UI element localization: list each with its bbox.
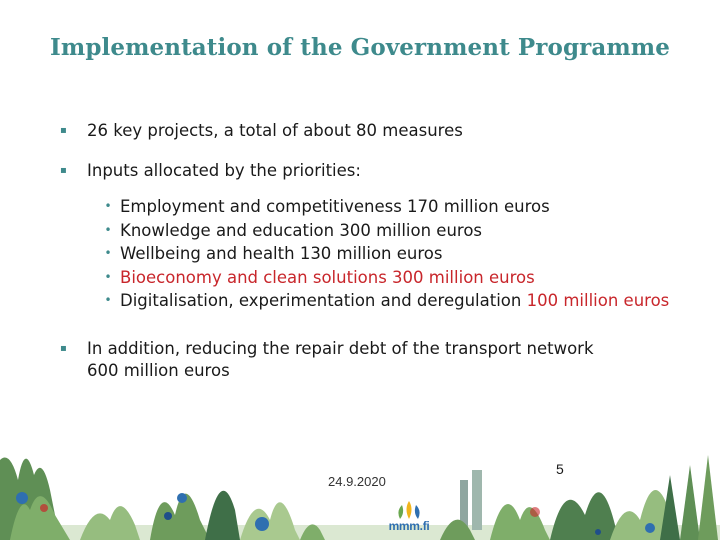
sub-bullet-text-red: 100 million euros — [526, 291, 670, 310]
dot-bullet-icon: • — [104, 199, 112, 213]
bullet-item — [60, 120, 650, 142]
slide-title: Implementation of the Government Programme — [50, 34, 670, 61]
dot-bullet-icon: • — [104, 293, 112, 307]
bullet-text: Inputs allocated by the priorities: — [87, 161, 361, 180]
mmm-logo — [378, 499, 440, 535]
square-bullet-icon: ▪ — [60, 165, 67, 176]
sub-bullet-item — [96, 266, 696, 290]
dot-bullet-icon: • — [104, 222, 112, 237]
sub-bullet-list — [96, 195, 696, 313]
square-bullet-icon: ▪ — [60, 343, 67, 354]
sub-bullet-text: Knowledge and education 300 million euros — [120, 220, 483, 240]
dot-bullet-icon: • — [104, 246, 112, 260]
sub-bullet-text: Wellbeing and health 130 million euros — [120, 244, 443, 263]
sub-bullet-item — [96, 219, 696, 243]
dot-bullet-icon: • — [104, 269, 112, 284]
bullet-text: In addition, reducing the repair debt of the transport network 600 million euros — [87, 339, 594, 380]
bullet-item — [60, 338, 620, 382]
sub-bullet-text: Employment and competitiveness 170 million euros — [120, 197, 550, 216]
sub-bullet-item — [96, 242, 696, 266]
sub-bullet-text — [120, 289, 669, 313]
page-number: 5 — [556, 461, 564, 477]
sub-bullet-text-black: Digitalisation, experimentation and deregulation — [120, 291, 527, 310]
bullet-text: 26 key projects, a total of about 80 measures — [87, 121, 463, 140]
sub-bullet-text: Bioeconomy and clean solutions 300 million euros — [120, 267, 535, 287]
bullet-item — [60, 160, 650, 182]
slide-date: 24.9.2020 — [328, 474, 386, 489]
sub-bullet-item — [96, 195, 696, 219]
wheat-leaf-icon — [378, 499, 440, 521]
logo-text: mmm.fi — [388, 519, 430, 533]
sub-bullet-item — [96, 289, 696, 313]
square-bullet-icon: ▪ — [60, 125, 67, 136]
